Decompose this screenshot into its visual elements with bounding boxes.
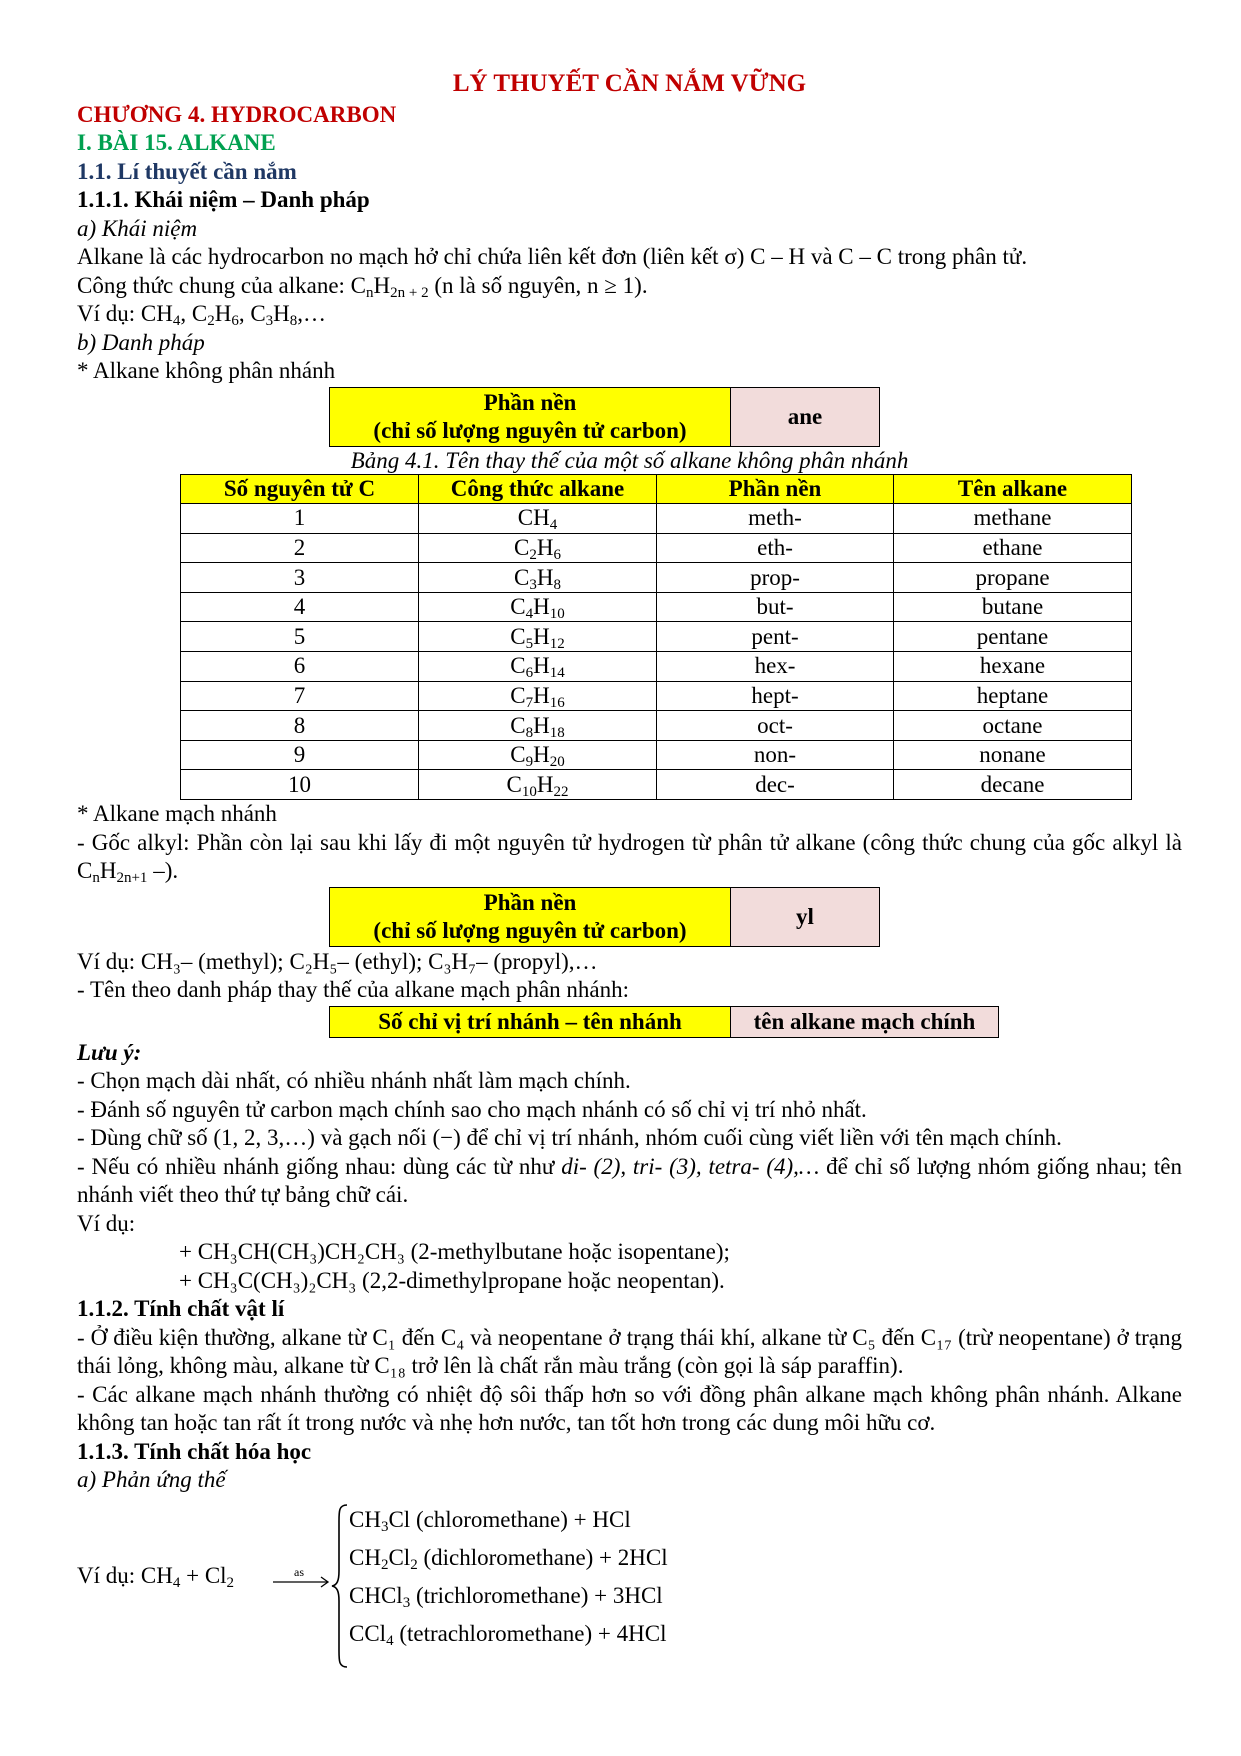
lesson-heading: I. BÀI 15. ALKANE — [77, 130, 276, 155]
general-formula-prefix: Công thức chung của alkane: C — [77, 272, 367, 298]
section-heading-1-1-1: 1.1.1. Khái niệm – Danh pháp — [77, 187, 370, 212]
formula-cell: $C_6H_{14}$ — [419, 652, 657, 682]
substitution-heading: a) Phản ứng thế — [77, 1467, 226, 1493]
stem-cell: pent- — [657, 622, 894, 652]
stem-cell: non- — [657, 740, 894, 770]
alkyl-example: Ví dụ: CH₃– (methyl); C₂H₅– (ethyl); C₃H₇– (propyl),… — [77, 948, 598, 974]
carbon-count-cell: 3 — [181, 563, 419, 593]
table-header: Phần nền — [657, 474, 894, 504]
alkyl-definition: - Gốc alkyl: Phần còn lại sau khi lấy đi một nguyên tử hydrogen từ phân tử alkane (công thức chung của gốc alkyl là $C_nH_{2n+1}$ –). — [77, 829, 1182, 887]
reaction-product: $CH_3Cl$ (chloromethane) + HCl — [349, 1506, 631, 1535]
note-item: - Nếu có nhiều nhánh giống nhau: dùng các từ như di- (2), tri- (3), tetra- (4),… để chỉ số lượng nhóm giống nhau; tên nhánh viết theo thứ tự bảng chữ cái. — [77, 1153, 1182, 1208]
naming-box-suffix-cell: yl — [731, 887, 880, 946]
left-brace-icon — [329, 1501, 351, 1671]
table-header: Công thức alkane — [419, 474, 657, 504]
formula-cell: $C_{10}H_{22}$ — [419, 770, 657, 800]
section-heading-1-1: 1.1. Lí thuyết cần nắm — [77, 158, 297, 184]
table-caption: Bảng 4.1. Tên thay thế của một số alkane không phân nhánh — [350, 447, 909, 473]
alkane-name-cell: pentane — [894, 622, 1132, 652]
reaction-product: $CH_2Cl_2$ (dichloromethane) + 2HCl — [349, 1544, 668, 1573]
stem-cell: oct- — [657, 711, 894, 741]
table-row — [181, 652, 1132, 682]
carbon-count-cell: 5 — [181, 622, 419, 652]
note-item: - Chọn mạch dài nhất, có nhiều nhánh nhất làm mạch chính. — [77, 1068, 631, 1094]
formula-cell: $C_3H_8$ — [419, 563, 657, 593]
section-heading-1-1-2: 1.1.2. Tính chất vật lí — [77, 1296, 285, 1322]
section-heading-1-1-3: 1.1.3. Tính chất hóa học — [77, 1438, 312, 1464]
note-heading: Lưu ý: — [77, 1039, 142, 1065]
alkane-name-cell: octane — [894, 711, 1132, 741]
carbon-count-cell: 7 — [181, 681, 419, 711]
naming-box-stem-cell: Phần nền (chỉ số lượng nguyên tử carbon) — [330, 887, 731, 946]
note-item: - Dùng chữ số (1, 2, 3,…) và gạch nối (−) để chỉ vị trí nhánh, nhóm cuối cùng viết liền với tên mạch chính. — [77, 1125, 1062, 1151]
reaction-arrow-icon — [271, 1564, 331, 1594]
substitutive-name-text: - Tên theo danh pháp thay thế của alkane mạch phân nhánh: — [77, 977, 630, 1003]
table-row — [181, 711, 1132, 741]
stem-cell: dec- — [657, 770, 894, 800]
table-header: Tên alkane — [894, 474, 1132, 504]
formula-cell: $C_7H_{16}$ — [419, 681, 657, 711]
stem-cell: hept- — [657, 681, 894, 711]
formula-cell: $C_5H_{12}$ — [419, 622, 657, 652]
page-title: LÝ THUYẾT CẦN NẮM VỮNG — [452, 70, 807, 97]
example-label: Ví dụ: — [77, 1210, 136, 1236]
alkane-name-cell: ethane — [894, 533, 1132, 563]
stem-cell: hex- — [657, 652, 894, 682]
example-formulas: Ví dụ: $CH_4$, $C_2H_6$, $C_3H_8,\dots$ — [77, 301, 327, 329]
carbon-count-cell: 8 — [181, 711, 419, 741]
carbon-count-cell: 4 — [181, 592, 419, 622]
naming-heading: b) Danh pháp — [77, 329, 205, 355]
naming-box-suffix-cell: ane — [731, 387, 880, 446]
note-item: - Đánh số nguyên tử carbon mạch chính sao cho mạch nhánh có số chỉ vị trí nhỏ nhất. — [77, 1096, 867, 1122]
stem-cell: meth- — [657, 504, 894, 534]
table-row — [181, 740, 1132, 770]
chlorination-reaction — [77, 1501, 1182, 1671]
table-header: Số nguyên tử C — [181, 474, 419, 504]
alkane-name-cell: heptane — [894, 681, 1132, 711]
branched-heading: * Alkane mạch nhánh — [77, 801, 277, 827]
general-formula: Công thức chung của alkane: $C_nH_{2n + 2}$ (n là số nguyên, n ≥ 1). — [77, 272, 648, 301]
naming-box-position-cell: Số chỉ vị trí nhánh – tên nhánh — [330, 1006, 731, 1037]
reaction-condition: as — [294, 1564, 304, 1579]
alkane-name-cell: nonane — [894, 740, 1132, 770]
carbon-count-cell: 10 — [181, 770, 419, 800]
unbranched-heading: * Alkane không phân nhánh — [77, 358, 336, 383]
general-formula-suffix: (n là số nguyên, n ≥ 1). — [428, 272, 648, 298]
alkane-names-table — [180, 474, 1132, 801]
example-item: + CH₃CH(CH₃)CH₂CH₃ (2-methylbutane hoặc isopentane); — [179, 1239, 730, 1265]
table-row — [181, 533, 1132, 563]
alkane-name-cell: propane — [894, 563, 1132, 593]
table-row — [181, 681, 1132, 711]
naming-box-alkyl — [329, 887, 880, 947]
alkane-name-cell: methane — [894, 504, 1132, 534]
naming-box-main-chain-cell: tên alkane mạch chính — [731, 1006, 999, 1037]
stem-cell: eth- — [657, 533, 894, 563]
carbon-count-cell: 9 — [181, 740, 419, 770]
table-body — [181, 504, 1132, 800]
table-row — [181, 563, 1132, 593]
stem-cell: prop- — [657, 563, 894, 593]
chapter-heading: CHƯƠNG 4. HYDROCARBON — [77, 101, 397, 127]
naming-box-unbranched — [329, 387, 880, 447]
carbon-count-cell: 6 — [181, 652, 419, 682]
table-row — [181, 770, 1132, 800]
naming-box-branched — [329, 1006, 999, 1038]
formula-cell: $C_4H_{10}$ — [419, 592, 657, 622]
document-page — [77, 70, 1182, 1671]
physical-property-1: - Ở điều kiện thường, alkane từ C₁ đến C₄ và neopentane ở trạng thái khí, alkane từ C₅ đến C₁₇ (trừ neopentane) ở trạng thái lỏng, không màu, alkane từ C₁₈ trở lên là chất rắn màu trắng (còn gọi là sáp paraffin). — [77, 1324, 1182, 1379]
formula-cell: $C_8H_{18}$ — [419, 711, 657, 741]
alkane-name-cell: hexane — [894, 652, 1132, 682]
reaction-product: CCl$_4$ (tetrachloromethane) + 4HCl — [349, 1620, 667, 1649]
naming-box-stem-cell: Phần nền (chỉ số lượng nguyên tử carbon) — [330, 387, 731, 446]
example-item: + CH₃C(CH₃)₂CH₃ (2,2-dimethylpropane hoặc neopentan). — [179, 1267, 725, 1293]
alkane-name-cell: decane — [894, 770, 1132, 800]
table-header-row — [181, 474, 1132, 504]
carbon-count-cell: 1 — [181, 504, 419, 534]
concept-heading: a) Khái niệm — [77, 215, 198, 241]
formula-cell: $C_2H_6$ — [419, 533, 657, 563]
reaction-reactants: Ví dụ: $CH_4 + Cl_2$ — [77, 1562, 235, 1591]
table-row — [181, 622, 1132, 652]
table-row — [181, 592, 1132, 622]
stem-cell: but- — [657, 592, 894, 622]
carbon-count-cell: 2 — [181, 533, 419, 563]
concept-text: Alkane là các hydrocarbon no mạch hở chỉ chứa liên kết đơn (liên kết σ) C – H và C – C trong phân tử. — [77, 244, 1028, 269]
reaction-product: CHCl$_3$ (trichloromethane) + 3HCl — [349, 1582, 663, 1611]
physical-property-2: - Các alkane mạch nhánh thường có nhiệt độ sôi thấp hơn so với đồng phân alkane mạch không phân nhánh. Alkane không tan hoặc tan rất ít trong nước và nhẹ hơn nước, tan tốt hơn trong các dung môi hữu cơ. — [77, 1381, 1182, 1436]
formula-cell: $C_9H_{20}$ — [419, 740, 657, 770]
table-row — [181, 504, 1132, 534]
reaction-products — [349, 1501, 668, 1653]
formula-cell: $CH_4$ — [419, 504, 657, 534]
alkane-name-cell: butane — [894, 592, 1132, 622]
